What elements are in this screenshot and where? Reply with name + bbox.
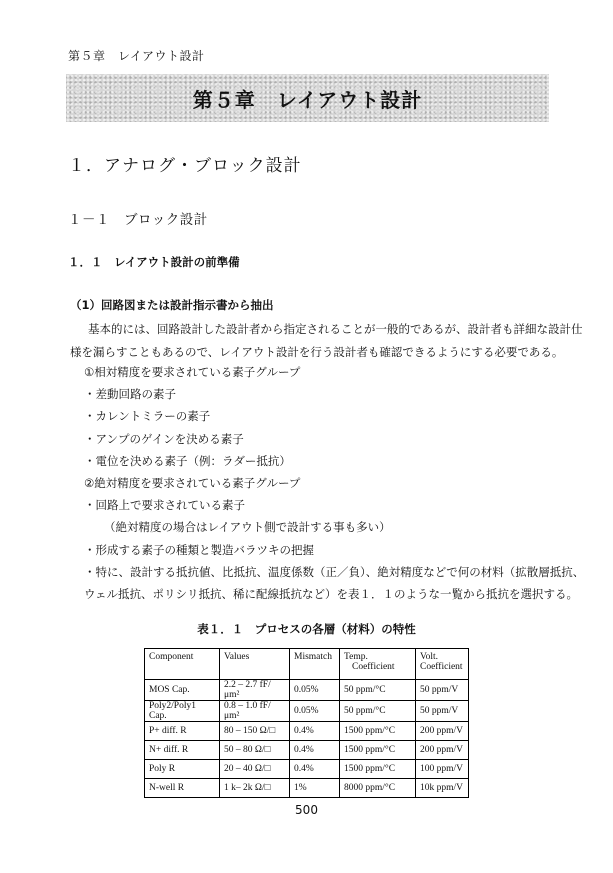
header-temp-coefficient xyxy=(340,649,416,680)
paragraph-line: 様を漏らすこともあるので、レイアウト設計を行う設計者も確認できるようにする必要である。 xyxy=(70,345,564,359)
cell-volt-coefficient: 50 ppm/V xyxy=(416,680,469,701)
chapter-title: 第５章 レイアウト設計 xyxy=(192,87,423,112)
cell-values: 20 – 40 Ω/□ xyxy=(220,760,290,779)
cell-temp-coefficient: 50 ppm/°C xyxy=(340,701,416,722)
table-row xyxy=(145,722,469,741)
list-item: ウェル抵抗、ポリシリ抵抗、稀に配線抵抗など）を表１．１のような一覧から抵抗を選択する。 xyxy=(84,586,579,601)
list-item: ②絶対精度を要求されている素子グループ xyxy=(84,475,301,490)
list-item: ・カレントミラーの素子 xyxy=(84,409,211,424)
list-item: ・差動回路の素子 xyxy=(84,387,176,402)
header-values: Values xyxy=(220,649,290,680)
cell-mismatch: 1% xyxy=(290,779,340,798)
header-volt-coef: Coefficient xyxy=(420,662,463,672)
list-item: ・形成する素子の種類と製造バラツキの把握 xyxy=(84,542,314,557)
subsection-heading: １－１ ブロック設計 xyxy=(68,212,208,228)
cell-volt-coefficient: 200 ppm/V xyxy=(416,722,469,741)
list-item: ①相対精度を要求されている素子グループ xyxy=(84,365,301,379)
table-row xyxy=(145,760,469,779)
table-caption: 表１．１ プロセスの各層（材料）の特性 xyxy=(197,622,416,636)
cell-temp-coefficient: 1500 ppm/°C xyxy=(340,722,416,741)
header-volt: Volt. xyxy=(420,652,439,662)
table-row xyxy=(145,701,469,722)
cell-component: MOS Cap. xyxy=(145,680,220,701)
cell-temp-coefficient: 8000 ppm/°C xyxy=(340,779,416,798)
cell-volt-coefficient: 50 ppm/V xyxy=(416,701,469,722)
subsubsection-heading: １．１ レイアウト設計の前準備 xyxy=(68,255,240,269)
cell-temp-coefficient: 50 ppm/°C xyxy=(340,680,416,701)
cell-component: P+ diff. R xyxy=(145,722,220,741)
chapter-title-banner xyxy=(66,74,549,122)
cell-values: 50 – 80 Ω/□ xyxy=(220,741,290,760)
cell-temp-coefficient: 1500 ppm/°C xyxy=(340,741,416,760)
table-header-row xyxy=(145,649,469,680)
header-mismatch: Mismatch xyxy=(290,649,340,680)
table-row xyxy=(145,779,469,798)
header-temp-coef: Coefficient xyxy=(352,662,395,672)
cell-mismatch: 0.05% xyxy=(290,680,340,701)
cell-mismatch: 0.4% xyxy=(290,722,340,741)
cell-component: Poly2/Poly1 Cap. xyxy=(145,701,220,722)
list-item: ・アンプのゲインを決める素子 xyxy=(84,431,244,446)
cell-volt-coefficient: 100 ppm/V xyxy=(416,760,469,779)
cell-component: N+ diff. R xyxy=(145,741,220,760)
section-heading: １．アナログ・ブロック設計 xyxy=(68,156,302,176)
intro-paragraph xyxy=(70,318,583,364)
requirements-list xyxy=(84,361,584,605)
running-header: 第５章 レイアウト設計 xyxy=(68,49,205,63)
page-number: 500 xyxy=(295,803,318,817)
header-temp: Temp. xyxy=(344,652,368,662)
list-item: ・電位を決める素子（例：ラダー抵抗） xyxy=(84,453,291,468)
header-volt-coefficient xyxy=(416,649,469,680)
table-row xyxy=(145,680,469,701)
header-component: Component xyxy=(145,649,220,680)
cell-component: N-well R xyxy=(145,779,220,798)
list-item: ・特に、設計する抵抗値、比抵抗、温度係数（正／負）、絶対精度などで何の材料（拡散層抵抗、 xyxy=(84,564,585,579)
list-item-note: （絶対精度の場合はレイアウト側で設計する事も多い） xyxy=(104,520,391,535)
cell-mismatch: 0.05% xyxy=(290,701,340,722)
table-row xyxy=(145,741,469,760)
cell-volt-coefficient: 10k ppm/V xyxy=(416,779,469,798)
cell-temp-coefficient: 1500 ppm/°C xyxy=(340,760,416,779)
cell-volt-coefficient: 200 ppm/V xyxy=(416,741,469,760)
list-item: ・回路上で要求されている素子 xyxy=(84,498,245,513)
paragraph-line: 基本的には、回路設計した設計者から指定されることが一般的であるが、設計者も詳細な設計仕 xyxy=(88,322,583,336)
process-layer-table xyxy=(144,648,469,798)
cell-values: 2.2 – 2.7 fF/μm² xyxy=(220,680,290,701)
cell-component: Poly R xyxy=(145,760,220,779)
item-heading: （1）回路図または設計指示書から抽出 xyxy=(70,298,274,312)
cell-mismatch: 0.4% xyxy=(290,741,340,760)
cell-mismatch: 0.4% xyxy=(290,760,340,779)
cell-values: 1 k– 2k Ω/□ xyxy=(220,779,290,798)
cell-values: 80 – 150 Ω/□ xyxy=(220,722,290,741)
cell-values: 0.8 – 1.0 fF/μm² xyxy=(220,701,290,722)
